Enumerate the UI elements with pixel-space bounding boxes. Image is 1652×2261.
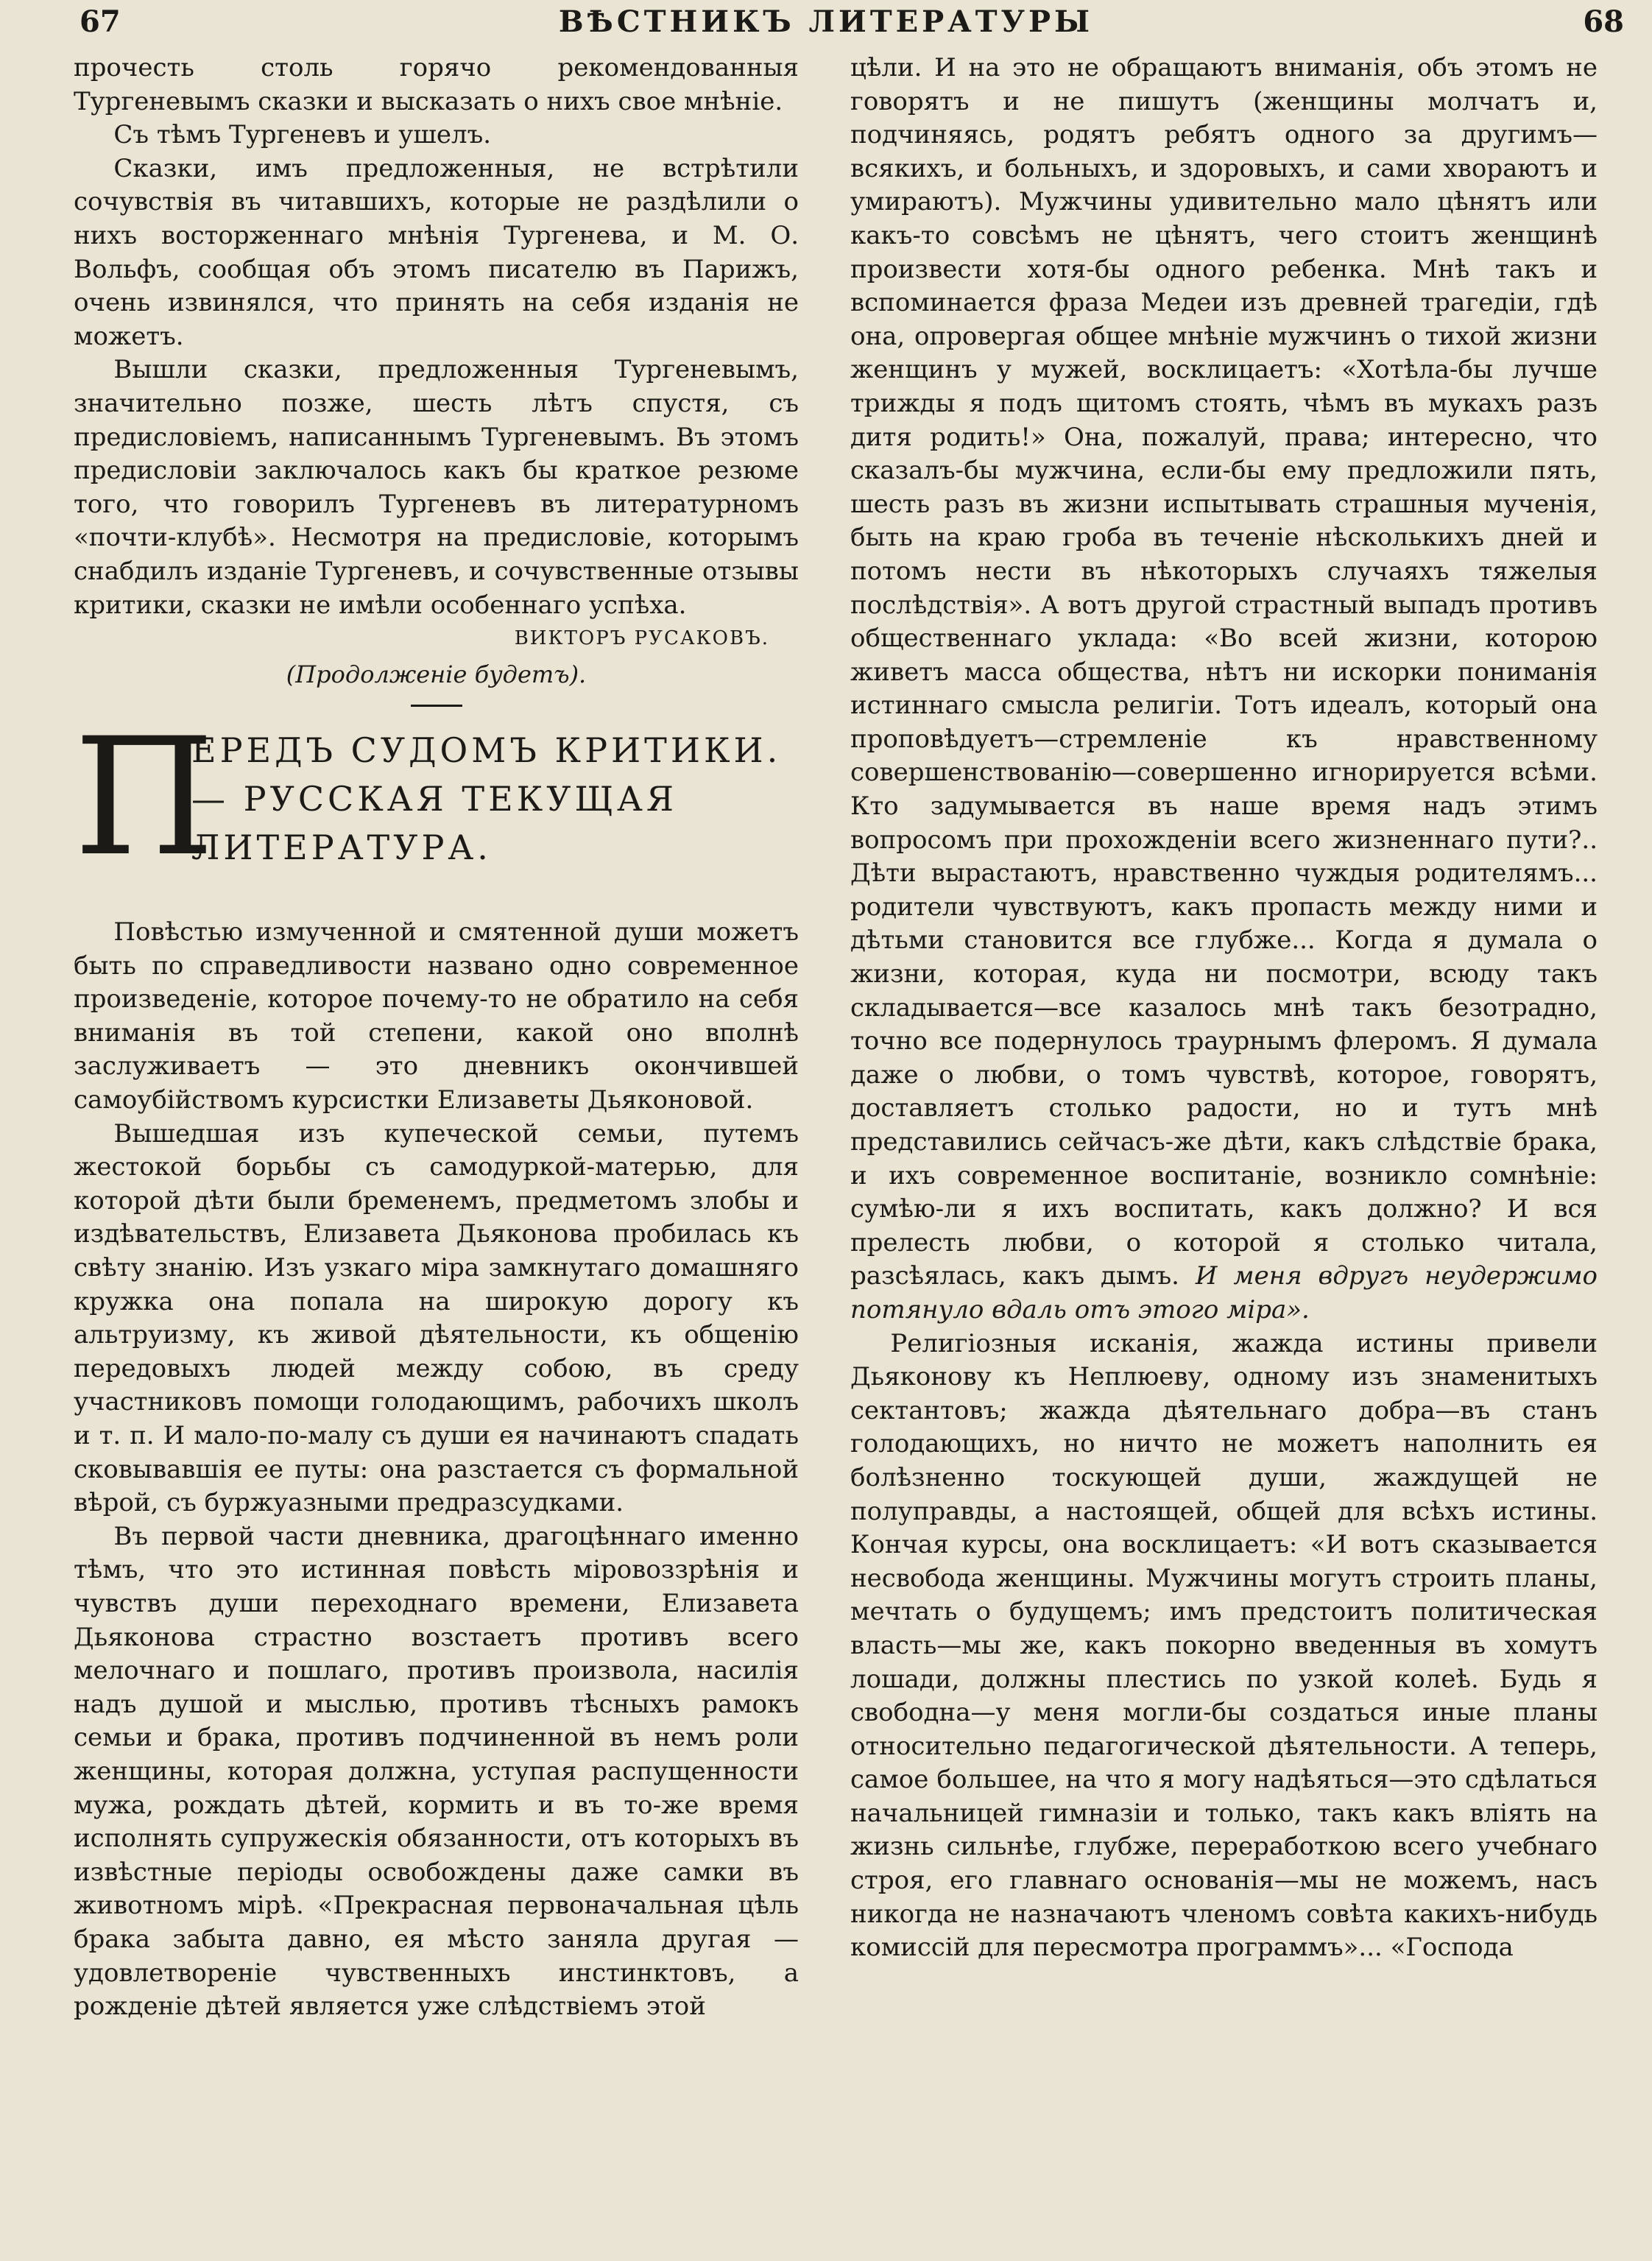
section-title: ЕРЕДЪ СУДОМЪ КРИТИКИ. — РУССКАЯ ТЕКУЩАЯ ЛИТЕРАТУРА. <box>191 730 782 868</box>
right-column <box>850 52 1598 2253</box>
left-column <box>74 52 799 2253</box>
section-heading <box>74 703 799 892</box>
paragraph: Сказки, имъ предложенныя, не встрѣтили сочувствія въ читавшихъ, которые не раздѣлили о нихъ восторженнаго мнѣнія Тургенева, и М. О. Вольфъ, сообщая объ этомъ писателю въ Парижъ, очень извинялся, что принять на себя изданія не можетъ. <box>74 153 799 351</box>
page-number-right: 68 <box>1583 4 1624 39</box>
continued-note: (Продолженіе будетъ). <box>286 660 587 689</box>
italic-quote: И меня вдругъ неудержимо потянуло вдаль отъ этого міра». <box>850 1261 1598 1324</box>
paragraph <box>850 52 1598 1327</box>
page-header <box>0 0 1652 43</box>
section-divider <box>411 705 462 707</box>
paragraph-text: цѣли. И на это не обращаютъ вниманія, объ этомъ не говорятъ и не пишутъ (женщины молчатъ и, подчиняясь, родятъ ребятъ одного за другимъ—всякихъ, и больныхъ, и здоровыхъ, и сами хвораютъ и умираютъ). Мужчины удивительно мало цѣнятъ или какъ-то совсѣмъ не цѣнятъ, чего стоитъ женщинѣ произвести хотя-бы одного ребенка. Мнѣ такъ и вспоминается фраза Медеи изъ древней трагедіи, гдѣ она, опровергая общее мнѣніе мужчинъ о тихой жизни женщинъ у мужей, восклицаетъ: «Хотѣла-бы лучше трижды я подъ щитомъ стоять, чѣмъ въ мукахъ разъ дитя родить!» Она, пожалуй, права; интересно, что сказалъ-бы мужчина, если-бы ему предложили пять, шесть разъ въ жизни испытывать страшныя мученія, быть на краю гроба въ теченіе нѣсколькихъ дней и потомъ нести въ нѣкоторыхъ случаяхъ тяжелыя послѣдствія». А вотъ другой страстный выпадъ противъ общественнаго уклада: «Во всей жизни, которою живетъ масса общества, нѣтъ ни искорки пониманія истиннаго смысла религіи. Тотъ идеалъ, который она проповѣдуетъ—стремленіе къ нравственному совершенствованію—совершенно игнорируется всѣми. Кто задумывается въ наше время надъ этимъ вопросомъ при прохожденіи всего жизненнаго пути?.. Дѣти вырастаютъ, нравственно чуждыя родителямъ... родители чувствуютъ, какъ пропасть между ними и дѣтьми становится все глубже... Когда я думала о жизни, которая, куда ни посмотри, всюду такъ складывается—все казалось мнѣ такъ безотрадно, точно все подернулось траурнымъ флеромъ. Я думала даже о любви, о томъ чувствѣ, которое, говорятъ, доставляетъ столько радости, но и тутъ мнѣ представились сейчасъ-же дѣти, какъ слѣдствіе брака, и ихъ современное воспитаніе, возникло сомнѣніе: сумѣю-ли я ихъ воспитать, какъ должно? И вся прелесть любви, о которой я столько читала, разсѣялась, какъ дымъ. <box>850 53 1598 1291</box>
paragraph: Съ тѣмъ Тургеневъ и ушелъ. <box>113 120 492 150</box>
paragraph: Повѣстью измученной и смятенной души можетъ быть по справедливости названо одно современное произведеніе, которое почему-то не обратило на себя вниманія въ той степени, какой оно вполнѣ заслуживаетъ — это дневникъ окончившей самоубійствомъ курсистки Елизаветы Дьяконовой. <box>74 917 799 1115</box>
paragraph: Вышедшая изъ купеческой семьи, путемъ жестокой борьбы съ самодуркой-матерью, для которой дѣти были бременемъ, предметомъ злобы и издѣвательствъ, Елизавета Дьяконова пробилась къ свѣту знанію. Изъ узкаго міра замкнутаго домашняго кружка она попала на широкую дорогу къ альтруизму, къ живой дѣятельности, къ общенію передовыхъ людей между собою, въ среду участниковъ помощи голодающимъ, рабочихъ школъ и т. п. И мало-по-малу съ души ея начинаютъ спадать сковывавшія ее путы: она разстается съ формальной вѣрой, съ буржуазными предразсудками. <box>74 1118 799 1518</box>
author-signature: ВИКТОРЪ РУСАКОВЪ. <box>514 627 769 650</box>
paragraph: Вышли сказки, предложенныя Тургеневымъ, значительно позже, шесть лѣтъ спустя, съ предисловіемъ, написаннымъ Тургеневымъ. Въ этомъ предисловіи заключалось какъ бы краткое резюме того, что говорилъ Тургеневъ въ литературномъ «почти-клубѣ». Несмотря на предисловіе, которымъ снабдилъ изданіе Тургеневъ, и сочувственные отзывы критики, сказки не имѣли особеннаго успѣха. <box>74 355 799 620</box>
page-number-left: 67 <box>80 4 121 39</box>
paragraph: Религіозныя исканія, жажда истины привели Дьяконову къ Неплюеву, одному изъ знаменитыхъ сектантовъ; жажда дѣятельнаго добра—въ станъ голодающихъ, но ничто не можетъ наполнить ея болѣзненно тоскующей души, жаждущей не полуправды, а настоящей, общей для всѣхъ истины. Кончая курсы, она восклицаетъ: «И вотъ сказывается несвобода женщины. Мужчины могутъ строить планы, мечтать о будущемъ; имъ предстоитъ политическая власть—мы же, какъ покорно введенныя въ хомутъ лошади, должны плестись по узкой колеѣ. Будь я свободна—у меня могли-бы создаться иные планы относительно педагогической дѣятельности. А теперь, самое большее, на что я могу надѣяться—это сдѣлаться начальницей гимназіи и только, такъ какъ вліять на жизнь сильнѣе, глубже, переработкою всего учебнаго строя, его главнаго основанія—мы не можемъ, насъ никогда не назначаютъ членомъ совѣта какихъ-нибудь комиссій для пересмотра программъ»... «Господа <box>850 1328 1598 1963</box>
running-title: ВѢСТНИКЪ ЛИТЕРАТУРЫ <box>558 4 1094 39</box>
paragraph: прочесть столь горячо рекомендованныя Тургеневымъ сказки и высказать о нихъ свое мнѣніе. <box>74 53 799 116</box>
paragraph: Въ первой части дневника, драгоцѣннаго именно тѣмъ, что это истинная повѣсть міровоззрѣнія и чувствъ души переходнаго времени, Елизавета Дьяконова страстно возстаетъ противъ всего мелочнаго и пошлаго, противъ произвола, насилія надъ душой и мыслью, противъ тѣсныхъ рамокъ семьи и брака, противъ подчиненной въ немъ роли женщины, которая должна, уступая распущенности мужа, рождать дѣтей, кормить и въ то-же время исполнять супружескія обязанности, отъ которыхъ въ извѣстные періоды освобождены даже самки въ животномъ мірѣ. «Прекрасная первоначальная цѣль брака забыта давно, ея мѣсто заняла другая — удовлетвореніе чувственныхъ инстинктовъ, а рожденіе дѣтей является уже слѣдствіемъ этой <box>74 1521 799 2022</box>
drop-cap: П <box>74 703 215 892</box>
